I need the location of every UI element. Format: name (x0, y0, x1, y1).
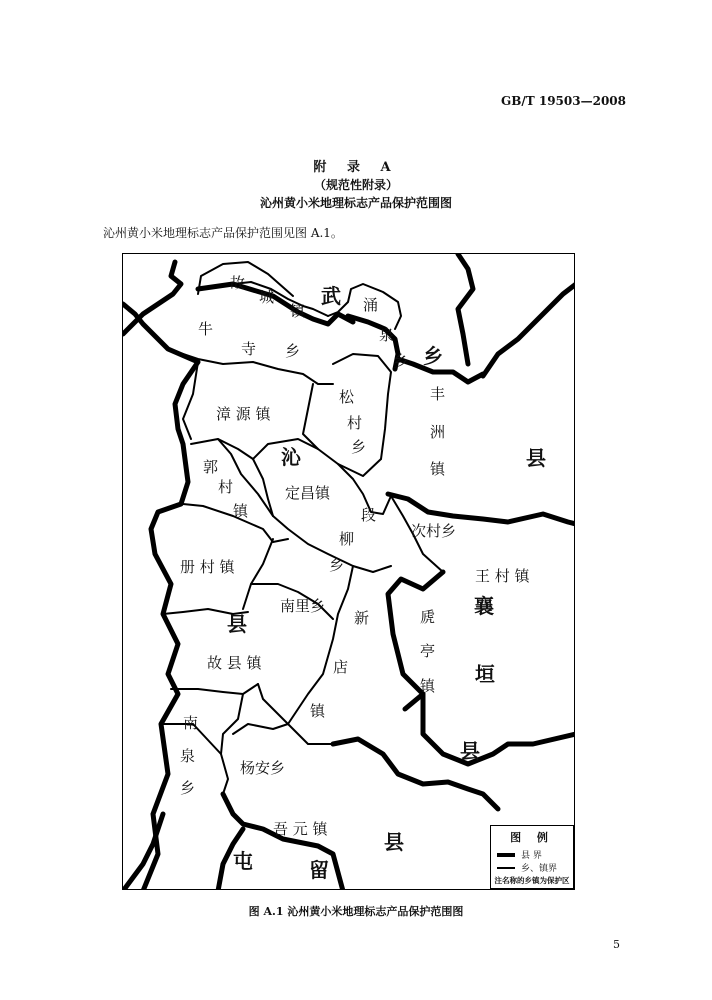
map-label-qinxian-2: 县 (227, 612, 247, 636)
standard-code: GB/T 19503—2008 (500, 94, 626, 108)
map-label-yongquanxiang-1: 涌 (363, 296, 379, 314)
legend-town-row (497, 861, 557, 874)
map-label-fengzhouzhen-3: 镇 (430, 460, 446, 478)
map-label-guxianzhen: 故 县 镇 (207, 654, 262, 672)
map-label-songcunxiang-3: 乡 (351, 438, 367, 456)
map-label-duanliuxiang-2: 柳 (339, 530, 355, 548)
map-label-yongquanxiang-3: 乡 (393, 352, 409, 370)
legend-town-label: 乡、镇界 (521, 864, 558, 874)
map-label-nanquanxiang-2: 泉 (180, 747, 196, 765)
map-legend (490, 825, 574, 889)
appendix-name: 沁州黄小米地理标志产品保护范围图 (259, 196, 452, 210)
map-label-niusixiang-3: 乡 (285, 342, 301, 360)
map-label-qinxian-1: 沁 (281, 445, 301, 469)
legend-county-row (497, 848, 542, 861)
map-label-guchengzhen-3: 镇 (290, 302, 306, 320)
town-boundary-swatch (497, 867, 515, 869)
map-label-wangcunzhen: 王 村 镇 (475, 567, 530, 585)
map-label-nanquanxiang-3: 乡 (180, 779, 196, 797)
map-label-fengzhouzhen-1: 丰 (430, 385, 446, 403)
map-label-xiangyuanxian-3: 县 (460, 739, 480, 763)
legend-county-label: 县 界 (521, 851, 542, 861)
map-label-tunliuxian-3: 县 (384, 830, 404, 854)
map-label-xiangyuanxian-2: 垣 (475, 662, 495, 686)
protection-area-map (122, 253, 575, 890)
map-label-tunliuxian-2: 留 (309, 858, 329, 882)
map-label-xiangyuanxian-1: 襄 (474, 594, 494, 618)
map-label-niusixiang-2: 寺 (241, 340, 257, 358)
map-label-guocunzhen-2: 村 (218, 478, 234, 496)
map-label-duanliuxiang-3: 乡 (329, 556, 345, 574)
legend-title: 图 例 (510, 831, 554, 844)
map-label-yongquanxiang-2: 泉 (379, 326, 395, 344)
map-label-wuyuanzhen: 吾 元 镇 (273, 820, 328, 838)
map-label-wuxian-3: 县 (526, 446, 546, 470)
map-label-fengzhouzhen-2: 洲 (430, 423, 446, 441)
map-label-guchengzhen-2: 城 (259, 288, 275, 306)
map-label-guocunzhen-3: 镇 (233, 502, 249, 520)
map-label-xindianzhen-1: 新 (354, 609, 370, 627)
intro-text: 沁州黄小米地理标志产品保护范围见图 A.1。 (103, 226, 343, 240)
map-label-wuxian-1: 武 (321, 284, 341, 308)
map-label-xindianzhen-3: 镇 (310, 702, 326, 720)
page-number: 5 (613, 938, 620, 951)
map-label-zhangyuanzhen: 漳 源 镇 (216, 405, 271, 423)
township-boundaries (161, 262, 446, 797)
appendix-title: 附 录 A (313, 160, 399, 175)
map-label-sitingzhen-1: 虒 (420, 608, 436, 626)
map-label-niusixiang-1: 牛 (198, 320, 214, 338)
map-label-nanquanxiang-1: 南 (183, 714, 199, 732)
county-boundary-swatch (497, 853, 515, 857)
map-label-dingchangzhen: 定昌镇 (285, 484, 331, 502)
map-label-nanlixiang: 南里乡 (280, 597, 326, 615)
map-label-sitingzhen-2: 亭 (420, 642, 436, 660)
figure-caption: 图 A.1 沁州黄小米地理标志产品保护范围图 (248, 905, 464, 918)
map-label-guocunzhen-1: 郭 (203, 458, 219, 476)
map-label-duanliuxiang-1: 段 (361, 506, 377, 524)
map-label-xindianzhen-2: 店 (333, 658, 349, 676)
legend-note: 注名称的乡镇为保护区 (494, 876, 570, 885)
map-label-cecunzhen: 册 村 镇 (180, 558, 235, 576)
map-label-cicunxiang: 次村乡 (411, 522, 457, 540)
map-label-songcunxiang-2: 村 (347, 414, 363, 432)
map-label-guchengzhen-1: 故 (230, 274, 246, 292)
map-label-songcunxiang-1: 松 (339, 388, 355, 406)
map-label-tunliuxian-1: 屯 (233, 849, 253, 873)
appendix-type: （规范性附录） (313, 178, 398, 192)
map-label-yanganxiang: 杨安乡 (240, 759, 286, 777)
map-label-sitingzhen-3: 镇 (420, 677, 436, 695)
map-label-wuxian-2: 乡 (423, 344, 443, 368)
